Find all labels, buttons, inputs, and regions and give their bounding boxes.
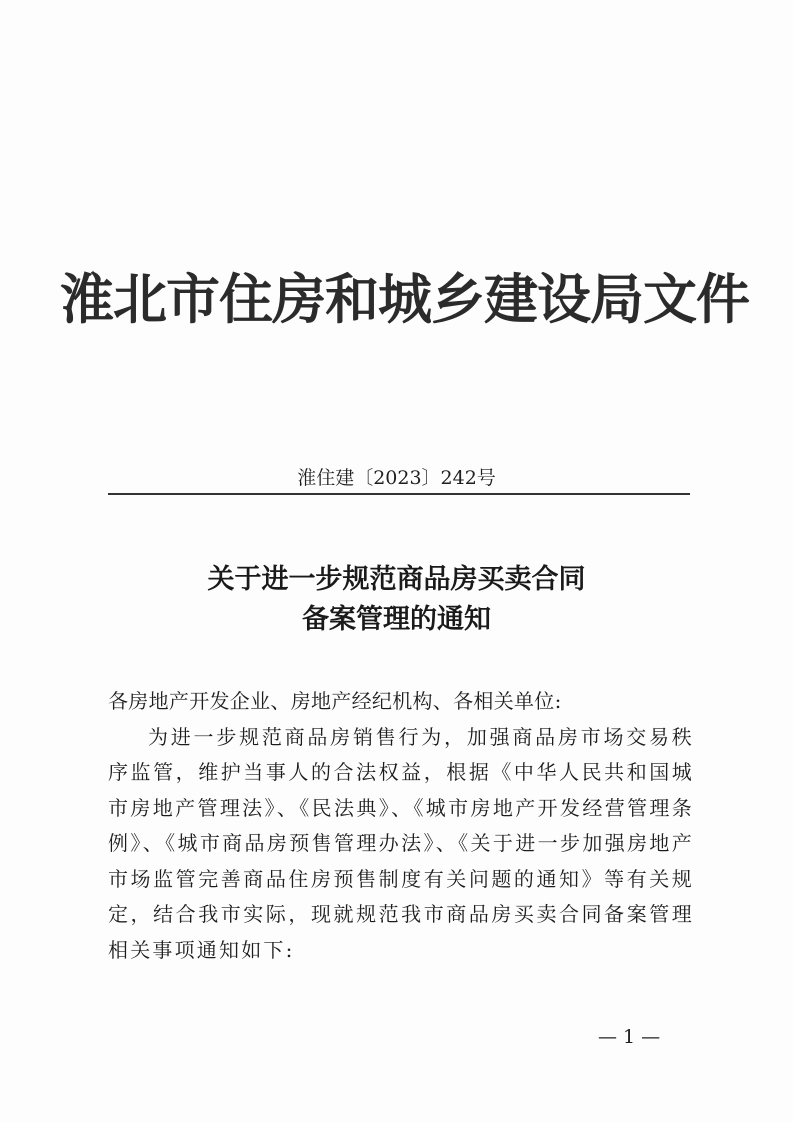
issuing-authority-header: 淮北市住房和城乡建设局文件 (60, 268, 749, 331)
notice-title (0, 560, 793, 640)
salutation: 各房地产开发企业、房地产经纪机构、各相关单位: (108, 689, 562, 713)
document-number: 淮住建〔2023〕242号 (297, 467, 496, 489)
page-number: — 1 — (598, 1026, 661, 1048)
notice-body (108, 684, 694, 968)
body-paragraph: 为进一步规范商品房销售行为，加强商品房市场交易秩序监管，维护当事人的合法权益，根据《中华人民共和国城市房地产管理法》、《民法典》、《城市房地产开发经营管理条例》、《城市商品房预售管理办法》、《关于进一步加强房地产市场监管完善商品住房预售制度有关问题的通知》等有关规定，结合我市实际，现就规范我市商品房买卖合同备案管理相关事项通知如下: (108, 724, 694, 962)
notice-title-line-2: 备案管理的通知 (302, 604, 491, 635)
notice-title-line-1: 关于进一步规范商品房买卖合同 (207, 564, 586, 595)
header-divider-line (108, 493, 690, 495)
